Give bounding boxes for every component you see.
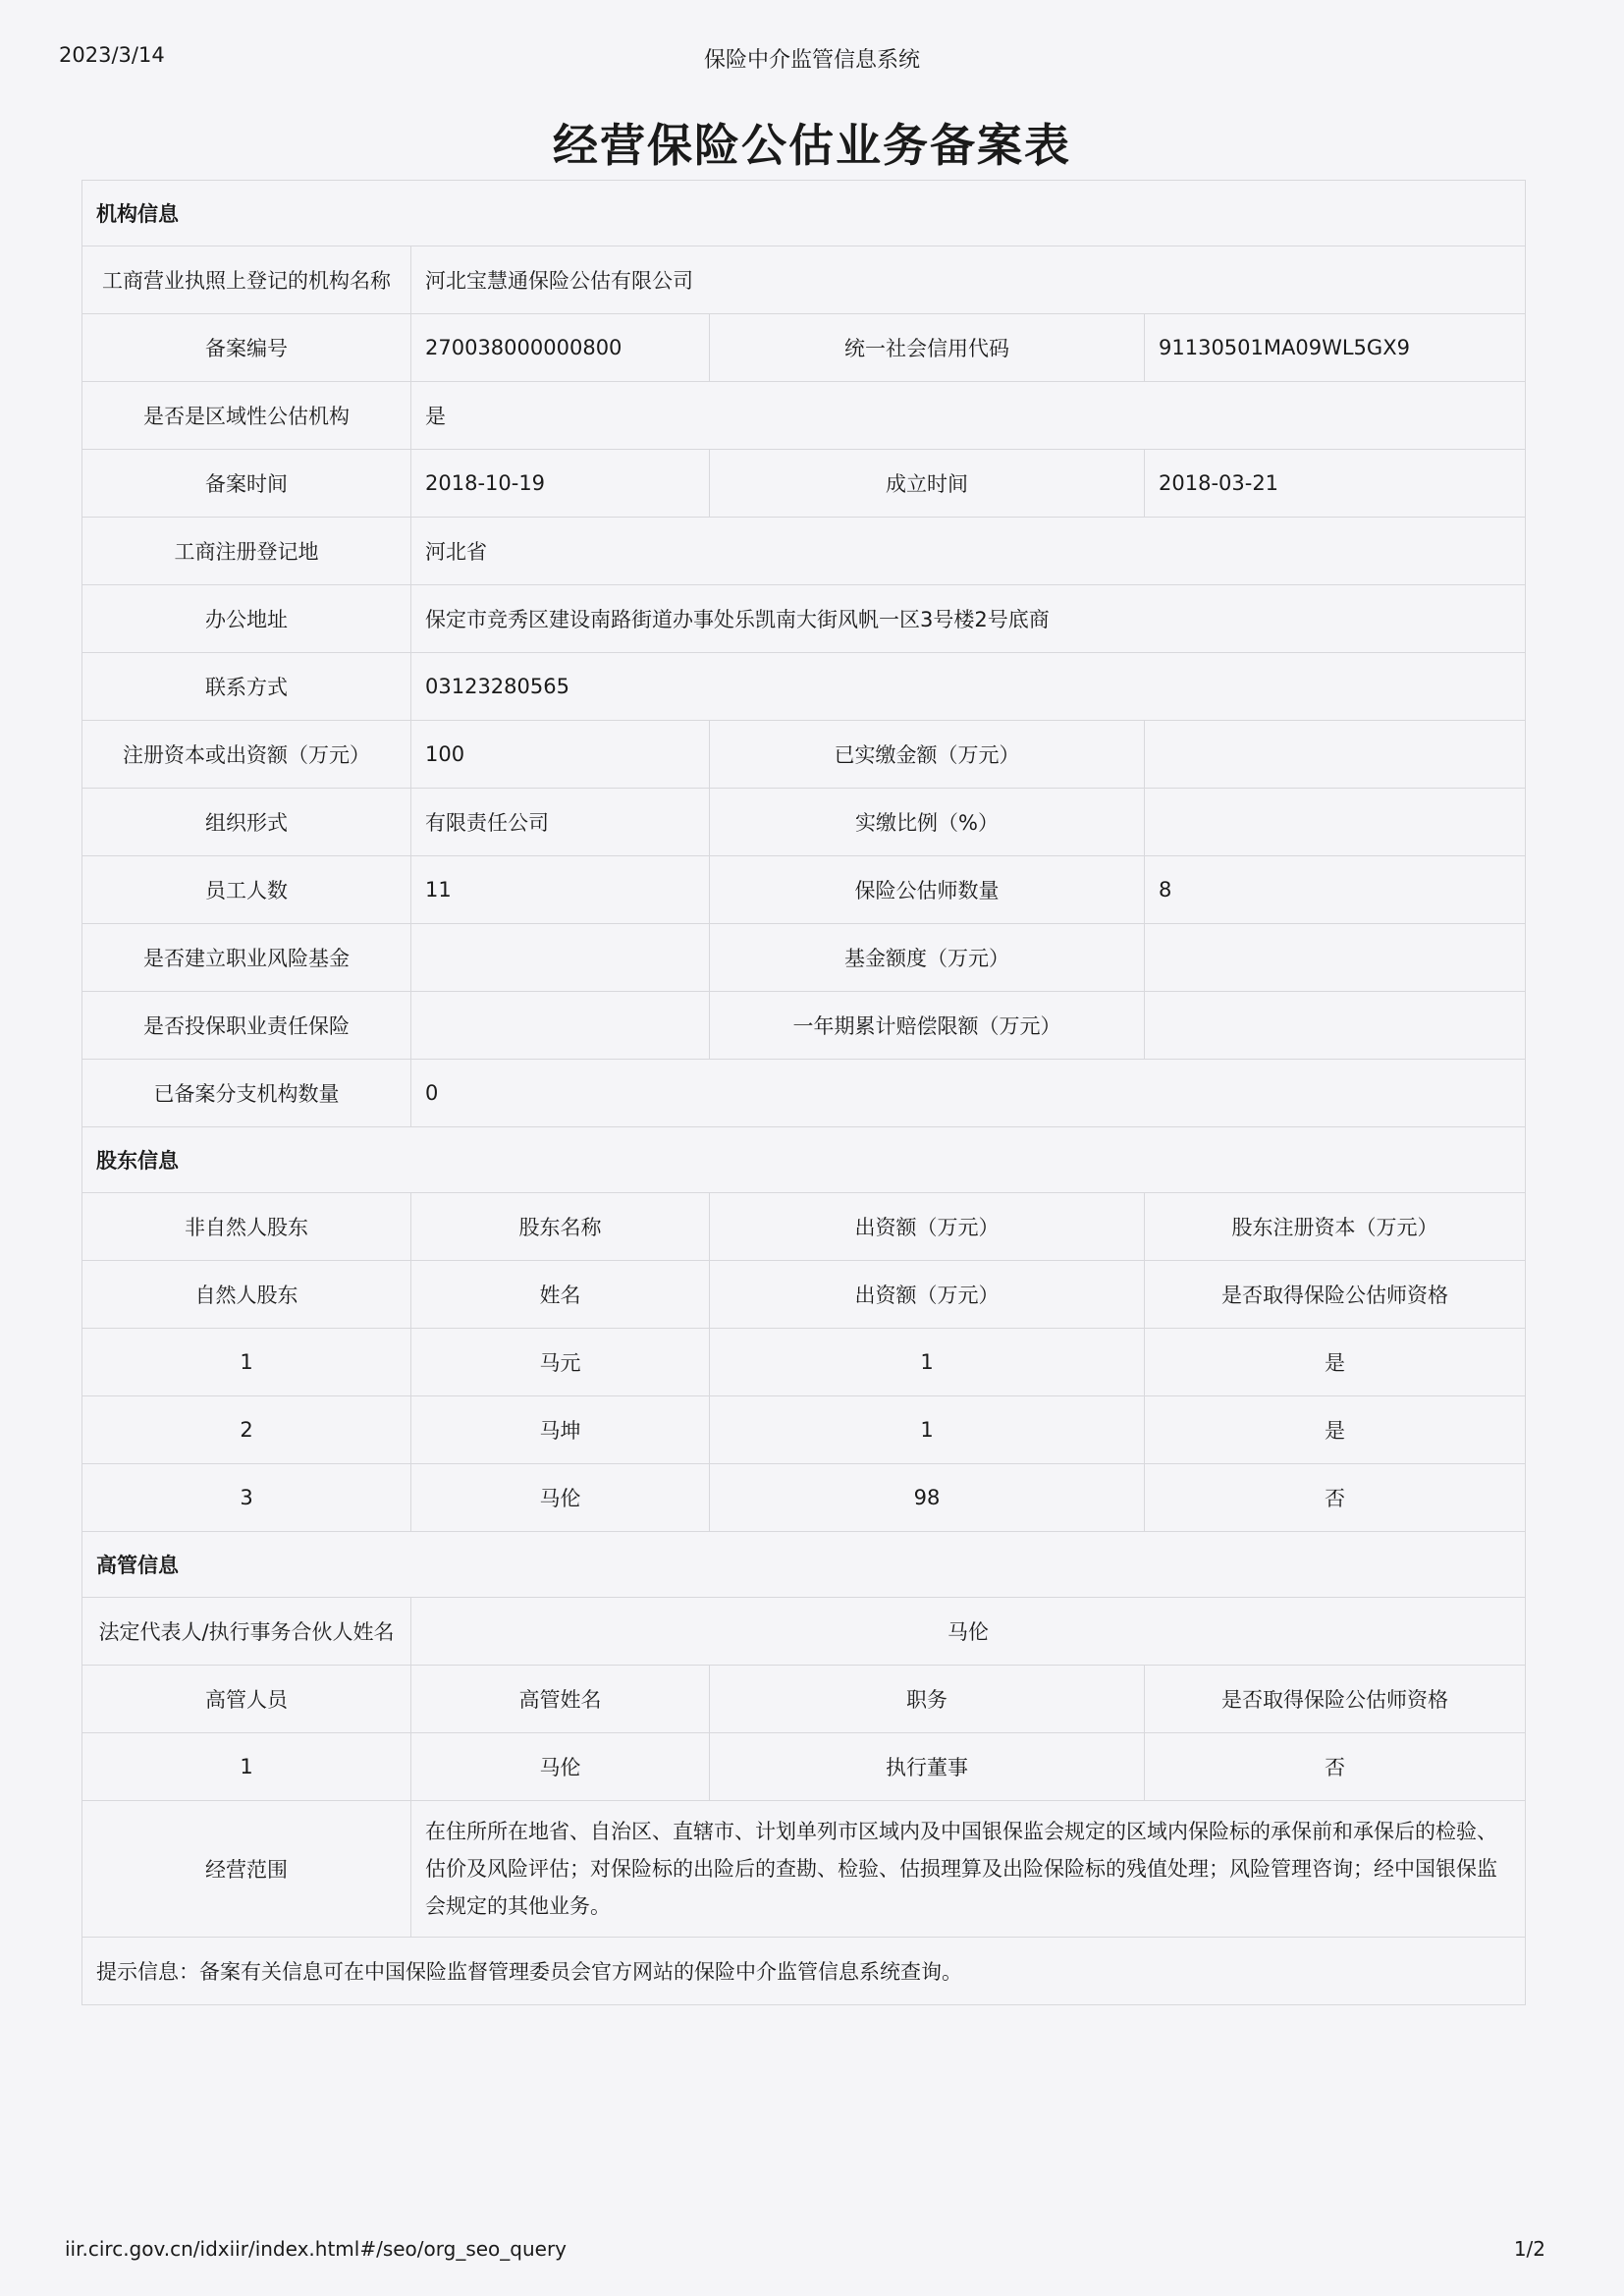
- paid-ratio-value: [1145, 789, 1526, 856]
- executive-header: [82, 1666, 1526, 1733]
- paid-label: 已实缴金额（万元）: [710, 721, 1145, 789]
- branches-label: 已备案分支机构数量: [82, 1060, 411, 1127]
- table-cell: 2: [82, 1396, 411, 1464]
- liability-ins-value: [411, 992, 710, 1060]
- org-form-value: 有限责任公司: [411, 789, 710, 856]
- liability-ins-label: 是否投保职业责任保险: [82, 992, 411, 1060]
- org-form-label: 组织形式: [82, 789, 411, 856]
- table-header-cell: 高管人员: [82, 1666, 411, 1733]
- table-cell: 马伦: [411, 1733, 710, 1801]
- table-header-cell: 股东名称: [411, 1193, 710, 1261]
- fund-amount-label: 基金额度（万元）: [710, 924, 1145, 992]
- reg-place-label: 工商注册登记地: [82, 518, 411, 585]
- staff-value: 11: [411, 856, 710, 924]
- capital-value: 100: [411, 721, 710, 789]
- contact-value: 03123280565: [411, 653, 1526, 721]
- regional-label: 是否是区域性公估机构: [82, 382, 411, 450]
- founded-value: 2018-03-21: [1145, 450, 1526, 518]
- tip-info: 提示信息：备案有关信息可在中国保险监督管理委员会官方网站的保险中介监管信息系统查询。: [82, 1938, 1526, 2005]
- table-cell: 1: [710, 1329, 1145, 1396]
- regional-value: 是: [411, 382, 1526, 450]
- table-cell: 否: [1145, 1733, 1526, 1801]
- footer-url: iir.circ.gov.cn/idxiir/index.html#/seo/org_seo_query: [65, 2237, 568, 2261]
- table-header-cell: 是否取得保险公估师资格: [1145, 1666, 1526, 1733]
- risk-fund-label: 是否建立职业风险基金: [82, 924, 411, 992]
- credit-code-label: 统一社会信用代码: [710, 314, 1145, 382]
- paid-ratio-label: 实缴比例（%）: [710, 789, 1145, 856]
- org-name-value: 河北宝慧通保险公估有限公司: [411, 246, 1526, 314]
- capital-label: 注册资本或出资额（万元）: [82, 721, 411, 789]
- record-no-label: 备案编号: [82, 314, 411, 382]
- section-shareholders: 股东信息: [82, 1127, 1526, 1193]
- org-name-label: 工商营业执照上登记的机构名称: [82, 246, 411, 314]
- table-header-cell: 是否取得保险公估师资格: [1145, 1261, 1526, 1329]
- section-executives: 高管信息: [82, 1532, 1526, 1598]
- table-header-cell: 出资额（万元）: [710, 1193, 1145, 1261]
- print-date: 2023/3/14: [59, 43, 165, 67]
- page-title: 经营保险公估业务备案表: [553, 119, 1071, 172]
- appraisers-label: 保险公估师数量: [710, 856, 1145, 924]
- record-date-label: 备案时间: [82, 450, 411, 518]
- record-table: [81, 180, 1526, 2005]
- record-form: [81, 180, 1525, 2005]
- table-cell: 1: [82, 1329, 411, 1396]
- address-label: 办公地址: [82, 585, 411, 653]
- table-cell: 1: [710, 1396, 1145, 1464]
- record-date-value: 2018-10-19: [411, 450, 710, 518]
- legal-rep-label: 法定代表人/执行事务合伙人姓名: [82, 1598, 411, 1666]
- record-no-value: 270038000000800: [411, 314, 710, 382]
- table-cell: 98: [710, 1464, 1145, 1532]
- table-header-cell: 高管姓名: [411, 1666, 710, 1733]
- annual-limit-value: [1145, 992, 1526, 1060]
- founded-label: 成立时间: [710, 450, 1145, 518]
- table-cell: 1: [82, 1733, 411, 1801]
- table-header-cell: 自然人股东: [82, 1261, 411, 1329]
- risk-fund-value: [411, 924, 710, 992]
- address-value: 保定市竞秀区建设南路街道办事处乐凯南大街风帆一区3号楼2号底商: [411, 585, 1526, 653]
- table-cell: 马元: [411, 1329, 710, 1396]
- non-natural-shareholder-header: [82, 1193, 1526, 1261]
- table-cell: 马伦: [411, 1464, 710, 1532]
- business-scope-value: 在住所所在地省、自治区、直辖市、计划单列市区域内及中国银保监会规定的区域内保险标的承保前和承保后的检验、估价及风险评估；对保险标的出险后的查勘、检验、估损理算及出险保险标的残值处理；风险管理咨询；经中国银保监会规定的其他业务。: [411, 1801, 1526, 1938]
- table-cell: 3: [82, 1464, 411, 1532]
- legal-rep-value: 马伦: [411, 1598, 1526, 1666]
- system-name: 保险中介监管信息系统: [703, 48, 920, 73]
- table-cell: 执行董事: [710, 1733, 1145, 1801]
- table-cell: 是: [1145, 1396, 1526, 1464]
- business-scope-label: 经营范围: [82, 1801, 411, 1938]
- table-cell: 否: [1145, 1464, 1526, 1532]
- natural-shareholder-header: [82, 1261, 1526, 1329]
- paid-value: [1145, 721, 1526, 789]
- table-header-cell: 非自然人股东: [82, 1193, 411, 1261]
- table-row: [82, 1733, 1526, 1801]
- fund-amount-value: [1145, 924, 1526, 992]
- reg-place-value: 河北省: [411, 518, 1526, 585]
- appraisers-value: 8: [1145, 856, 1526, 924]
- page-number: 1/2: [1513, 2237, 1545, 2261]
- annual-limit-label: 一年期累计赔偿限额（万元）: [710, 992, 1145, 1060]
- table-header-cell: 股东注册资本（万元）: [1145, 1193, 1526, 1261]
- contact-label: 联系方式: [82, 653, 411, 721]
- table-header-cell: 职务: [710, 1666, 1145, 1733]
- table-header-cell: 姓名: [411, 1261, 710, 1329]
- section-org-info: 机构信息: [82, 181, 1526, 246]
- table-cell: 是: [1145, 1329, 1526, 1396]
- table-cell: 马坤: [411, 1396, 710, 1464]
- branches-value: 0: [411, 1060, 1526, 1127]
- staff-label: 员工人数: [82, 856, 411, 924]
- table-row: [82, 1329, 1526, 1396]
- credit-code-value: 91130501MA09WL5GX9: [1145, 314, 1526, 382]
- table-row: [82, 1396, 1526, 1464]
- table-header-cell: 出资额（万元）: [710, 1261, 1145, 1329]
- table-row: [82, 1464, 1526, 1532]
